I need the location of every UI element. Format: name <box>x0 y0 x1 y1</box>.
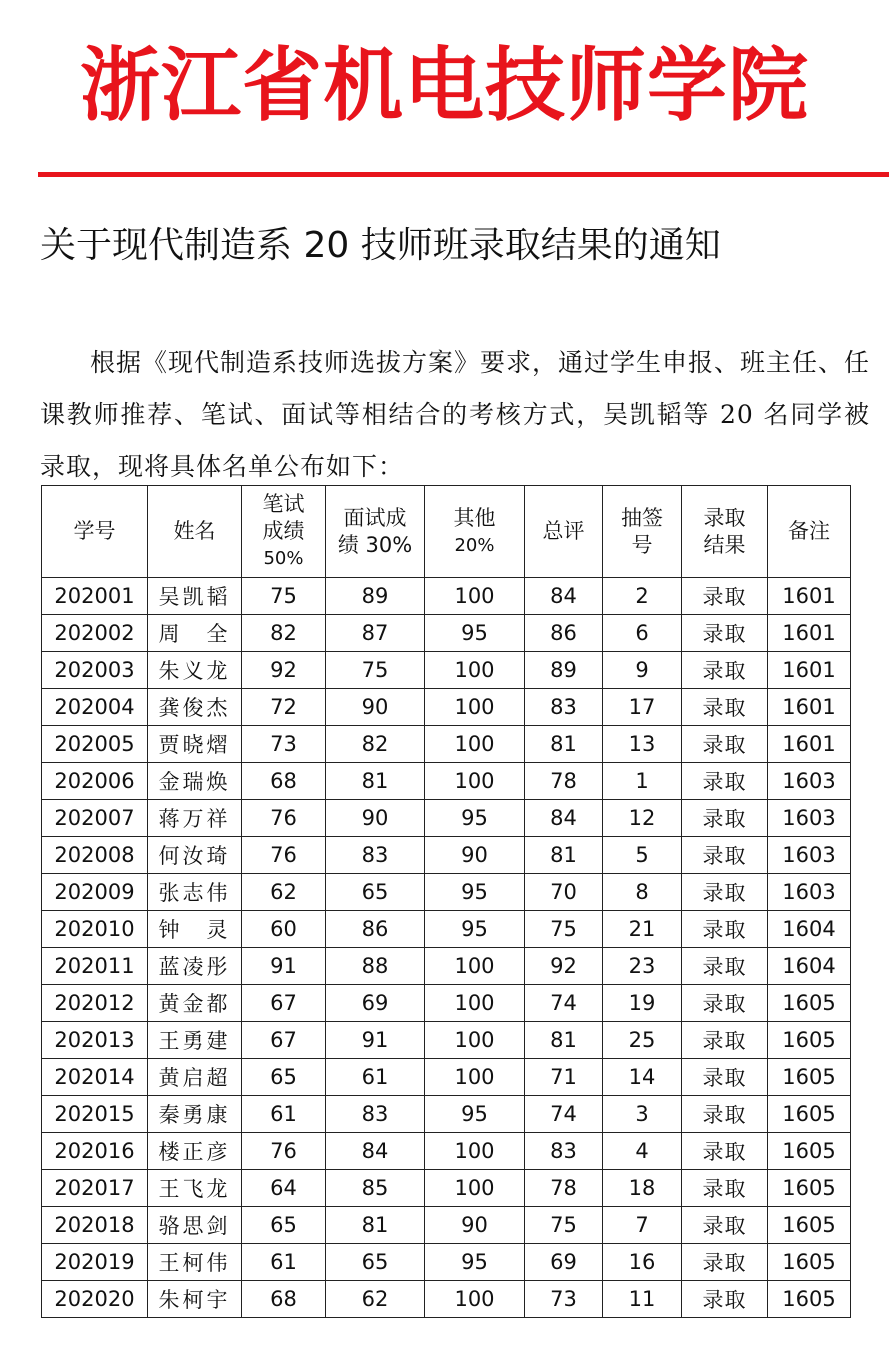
header-interview-line2: 绩 30% <box>337 532 413 557</box>
table-row <box>42 1133 851 1170</box>
cell-name: 黄启超 <box>148 1059 242 1096</box>
cell-name: 吴凯韬 <box>148 578 242 615</box>
cell-lot-number: 2 <box>603 578 682 615</box>
table-row <box>42 1244 851 1281</box>
cell-total-score: 92 <box>525 948 603 985</box>
cell-written-score: 92 <box>242 652 326 689</box>
cell-name: 楼正彦 <box>148 1133 242 1170</box>
cell-interview-score: 83 <box>326 1096 425 1133</box>
table-row <box>42 578 851 615</box>
cell-student-id: 202012 <box>42 985 148 1022</box>
cell-student-id: 202002 <box>42 615 148 652</box>
cell-total-score: 69 <box>525 1244 603 1281</box>
cell-other-score: 90 <box>425 1207 525 1244</box>
cell-interview-score: 86 <box>326 911 425 948</box>
cell-student-id: 202003 <box>42 652 148 689</box>
cell-remark: 1603 <box>768 837 851 874</box>
cell-remark: 1601 <box>768 578 851 615</box>
cell-interview-score: 90 <box>326 800 425 837</box>
cell-student-id: 202014 <box>42 1059 148 1096</box>
header-written-line1: 笔试 <box>262 492 305 516</box>
cell-total-score: 78 <box>525 1170 603 1207</box>
cell-lot-number: 19 <box>603 985 682 1022</box>
cell-other-score: 100 <box>425 1022 525 1059</box>
table-row <box>42 689 851 726</box>
cell-other-score: 100 <box>425 1281 525 1318</box>
cell-total-score: 74 <box>525 985 603 1022</box>
cell-student-id: 202018 <box>42 1207 148 1244</box>
cell-result: 录取 <box>682 948 768 985</box>
cell-lot-number: 23 <box>603 948 682 985</box>
cell-result: 录取 <box>682 1059 768 1096</box>
cell-student-id: 202015 <box>42 1096 148 1133</box>
cell-interview-score: 90 <box>326 689 425 726</box>
cell-written-score: 64 <box>242 1170 326 1207</box>
header-written-line2: 成绩 <box>262 519 305 543</box>
cell-lot-number: 3 <box>603 1096 682 1133</box>
cell-result: 录取 <box>682 763 768 800</box>
table-row <box>42 1096 851 1133</box>
cell-student-id: 202013 <box>42 1022 148 1059</box>
cell-lot-number: 25 <box>603 1022 682 1059</box>
cell-result: 录取 <box>682 1170 768 1207</box>
table-row <box>42 800 851 837</box>
header-remark-label: 备注 <box>788 519 830 543</box>
cell-result: 录取 <box>682 1096 768 1133</box>
cell-name: 周 全 <box>148 615 242 652</box>
cell-remark: 1605 <box>768 1244 851 1281</box>
table-row <box>42 874 851 911</box>
header-student-id <box>42 486 148 578</box>
cell-remark: 1605 <box>768 1022 851 1059</box>
cell-other-score: 100 <box>425 763 525 800</box>
cell-interview-score: 84 <box>326 1133 425 1170</box>
cell-total-score: 78 <box>525 763 603 800</box>
cell-interview-score: 75 <box>326 652 425 689</box>
cell-other-score: 100 <box>425 985 525 1022</box>
cell-other-score: 95 <box>425 1244 525 1281</box>
cell-result: 录取 <box>682 689 768 726</box>
cell-lot-number: 6 <box>603 615 682 652</box>
cell-student-id: 202010 <box>42 911 148 948</box>
cell-other-score: 100 <box>425 652 525 689</box>
cell-student-id: 202011 <box>42 948 148 985</box>
cell-name: 王勇建 <box>148 1022 242 1059</box>
cell-remark: 1601 <box>768 615 851 652</box>
cell-total-score: 75 <box>525 1207 603 1244</box>
cell-total-score: 81 <box>525 1022 603 1059</box>
cell-lot-number: 18 <box>603 1170 682 1207</box>
cell-result: 录取 <box>682 1207 768 1244</box>
cell-interview-score: 65 <box>326 874 425 911</box>
cell-student-id: 202005 <box>42 726 148 763</box>
cell-remark: 1605 <box>768 1096 851 1133</box>
cell-remark: 1603 <box>768 800 851 837</box>
cell-lot-number: 13 <box>603 726 682 763</box>
cell-written-score: 67 <box>242 985 326 1022</box>
header-student-id-label: 学号 <box>73 519 116 543</box>
cell-result: 录取 <box>682 874 768 911</box>
cell-lot-number: 9 <box>603 652 682 689</box>
cell-total-score: 83 <box>525 1133 603 1170</box>
school-masthead: 浙江省机电技师学院 <box>80 38 809 132</box>
header-other <box>425 486 525 578</box>
cell-remark: 1605 <box>768 1133 851 1170</box>
cell-remark: 1605 <box>768 1207 851 1244</box>
cell-interview-score: 82 <box>326 726 425 763</box>
cell-result: 录取 <box>682 615 768 652</box>
notice-body: 根据《现代制造系技师选拔方案》要求，通过学生申报、班主任、任课教师推荐、笔试、面试等相结合的考核方式，吴凯韬等 20 名同学被录取，现将具体名单公布如下： <box>40 348 871 481</box>
cell-other-score: 100 <box>425 726 525 763</box>
cell-result: 录取 <box>682 1244 768 1281</box>
cell-written-score: 76 <box>242 837 326 874</box>
table-row <box>42 948 851 985</box>
cell-result: 录取 <box>682 1281 768 1318</box>
cell-name: 金瑞焕 <box>148 763 242 800</box>
cell-interview-score: 85 <box>326 1170 425 1207</box>
cell-remark: 1605 <box>768 1059 851 1096</box>
cell-remark: 1605 <box>768 1281 851 1318</box>
cell-name: 黄金都 <box>148 985 242 1022</box>
cell-student-id: 202001 <box>42 578 148 615</box>
cell-interview-score: 81 <box>326 763 425 800</box>
cell-result: 录取 <box>682 652 768 689</box>
cell-lot-number: 1 <box>603 763 682 800</box>
cell-student-id: 202016 <box>42 1133 148 1170</box>
cell-name: 蓝凌彤 <box>148 948 242 985</box>
header-result-line1: 录取 <box>703 505 746 530</box>
cell-interview-score: 69 <box>326 985 425 1022</box>
table-row <box>42 985 851 1022</box>
cell-lot-number: 21 <box>603 911 682 948</box>
cell-written-score: 82 <box>242 615 326 652</box>
cell-result: 录取 <box>682 1022 768 1059</box>
cell-written-score: 67 <box>242 1022 326 1059</box>
cell-other-score: 95 <box>425 874 525 911</box>
header-other-line2: 20% <box>454 534 495 556</box>
cell-name: 龚俊杰 <box>148 689 242 726</box>
cell-student-id: 202019 <box>42 1244 148 1281</box>
cell-remark: 1601 <box>768 726 851 763</box>
cell-other-score: 100 <box>425 578 525 615</box>
header-interview-line1: 面试成 <box>343 505 407 530</box>
cell-remark: 1604 <box>768 948 851 985</box>
cell-written-score: 61 <box>242 1096 326 1133</box>
cell-student-id: 202006 <box>42 763 148 800</box>
cell-name: 何汝琦 <box>148 837 242 874</box>
header-remark <box>768 486 851 578</box>
cell-lot-number: 7 <box>603 1207 682 1244</box>
header-written-line3: 50% <box>263 548 304 569</box>
cell-other-score: 100 <box>425 689 525 726</box>
cell-remark: 1604 <box>768 911 851 948</box>
cell-total-score: 75 <box>525 911 603 948</box>
header-lot-line1: 抽签 <box>621 505 663 530</box>
cell-interview-score: 62 <box>326 1281 425 1318</box>
cell-result: 录取 <box>682 1133 768 1170</box>
cell-other-score: 95 <box>425 800 525 837</box>
table-row <box>42 652 851 689</box>
header-name-label: 姓名 <box>173 519 216 543</box>
cell-written-score: 62 <box>242 874 326 911</box>
header-result <box>682 486 768 578</box>
cell-other-score: 100 <box>425 948 525 985</box>
cell-total-score: 89 <box>525 652 603 689</box>
cell-student-id: 202017 <box>42 1170 148 1207</box>
cell-other-score: 100 <box>425 1133 525 1170</box>
table-row <box>42 1170 851 1207</box>
cell-name: 蒋万祥 <box>148 800 242 837</box>
cell-name: 朱义龙 <box>148 652 242 689</box>
cell-other-score: 95 <box>425 1096 525 1133</box>
cell-name: 骆思剑 <box>148 1207 242 1244</box>
cell-result: 录取 <box>682 837 768 874</box>
cell-written-score: 65 <box>242 1207 326 1244</box>
cell-written-score: 72 <box>242 689 326 726</box>
cell-student-id: 202004 <box>42 689 148 726</box>
table-row <box>42 1207 851 1244</box>
cell-result: 录取 <box>682 800 768 837</box>
cell-name: 秦勇康 <box>148 1096 242 1133</box>
header-name <box>148 486 242 578</box>
cell-written-score: 91 <box>242 948 326 985</box>
table-row <box>42 1022 851 1059</box>
header-total-label: 总评 <box>542 519 585 543</box>
cell-other-score: 100 <box>425 1059 525 1096</box>
cell-student-id: 202008 <box>42 837 148 874</box>
cell-remark: 1603 <box>768 874 851 911</box>
cell-interview-score: 87 <box>326 615 425 652</box>
cell-name: 张志伟 <box>148 874 242 911</box>
cell-student-id: 202020 <box>42 1281 148 1318</box>
cell-lot-number: 12 <box>603 800 682 837</box>
header-lot-number <box>603 486 682 578</box>
table-row <box>42 1059 851 1096</box>
header-written-score <box>242 486 326 578</box>
cell-student-id: 202009 <box>42 874 148 911</box>
cell-lot-number: 16 <box>603 1244 682 1281</box>
cell-lot-number: 4 <box>603 1133 682 1170</box>
cell-written-score: 61 <box>242 1244 326 1281</box>
cell-interview-score: 83 <box>326 837 425 874</box>
cell-name: 贾晓熠 <box>148 726 242 763</box>
cell-interview-score: 65 <box>326 1244 425 1281</box>
cell-total-score: 81 <box>525 726 603 763</box>
cell-remark: 1603 <box>768 763 851 800</box>
cell-other-score: 95 <box>425 911 525 948</box>
cell-other-score: 100 <box>425 1170 525 1207</box>
table-header-row <box>42 486 851 578</box>
cell-name: 王柯伟 <box>148 1244 242 1281</box>
red-divider <box>38 172 889 177</box>
cell-interview-score: 91 <box>326 1022 425 1059</box>
admission-table <box>41 485 851 1318</box>
cell-total-score: 71 <box>525 1059 603 1096</box>
table-row <box>42 763 851 800</box>
cell-written-score: 65 <box>242 1059 326 1096</box>
cell-written-score: 75 <box>242 578 326 615</box>
cell-interview-score: 61 <box>326 1059 425 1096</box>
notice-title: 关于现代制造系 20 技师班录取结果的通知 <box>40 225 721 266</box>
cell-total-score: 84 <box>525 578 603 615</box>
table-row <box>42 1281 851 1318</box>
cell-lot-number: 5 <box>603 837 682 874</box>
cell-result: 录取 <box>682 911 768 948</box>
cell-lot-number: 17 <box>603 689 682 726</box>
cell-total-score: 84 <box>525 800 603 837</box>
cell-written-score: 73 <box>242 726 326 763</box>
cell-result: 录取 <box>682 985 768 1022</box>
header-lot-line2: 号 <box>631 532 653 557</box>
cell-other-score: 95 <box>425 615 525 652</box>
cell-remark: 1601 <box>768 652 851 689</box>
cell-other-score: 90 <box>425 837 525 874</box>
cell-total-score: 73 <box>525 1281 603 1318</box>
table-row <box>42 726 851 763</box>
cell-interview-score: 89 <box>326 578 425 615</box>
cell-lot-number: 14 <box>603 1059 682 1096</box>
cell-result: 录取 <box>682 726 768 763</box>
cell-written-score: 60 <box>242 911 326 948</box>
cell-lot-number: 11 <box>603 1281 682 1318</box>
cell-lot-number: 8 <box>603 874 682 911</box>
header-total <box>525 486 603 578</box>
cell-total-score: 81 <box>525 837 603 874</box>
cell-name: 钟 灵 <box>148 911 242 948</box>
cell-name: 王飞龙 <box>148 1170 242 1207</box>
cell-interview-score: 88 <box>326 948 425 985</box>
cell-remark: 1605 <box>768 1170 851 1207</box>
cell-remark: 1601 <box>768 689 851 726</box>
header-result-line2: 结果 <box>703 532 746 557</box>
cell-student-id: 202007 <box>42 800 148 837</box>
cell-interview-score: 81 <box>326 1207 425 1244</box>
table-row <box>42 615 851 652</box>
cell-total-score: 83 <box>525 689 603 726</box>
cell-total-score: 86 <box>525 615 603 652</box>
cell-total-score: 70 <box>525 874 603 911</box>
cell-written-score: 68 <box>242 1281 326 1318</box>
cell-total-score: 74 <box>525 1096 603 1133</box>
cell-written-score: 68 <box>242 763 326 800</box>
cell-result: 录取 <box>682 578 768 615</box>
cell-name: 朱柯宇 <box>148 1281 242 1318</box>
cell-written-score: 76 <box>242 800 326 837</box>
header-interview-score <box>326 486 425 578</box>
cell-written-score: 76 <box>242 1133 326 1170</box>
table-row <box>42 837 851 874</box>
table-row <box>42 911 851 948</box>
header-other-line1: 其他 <box>453 505 496 530</box>
cell-remark: 1605 <box>768 985 851 1022</box>
